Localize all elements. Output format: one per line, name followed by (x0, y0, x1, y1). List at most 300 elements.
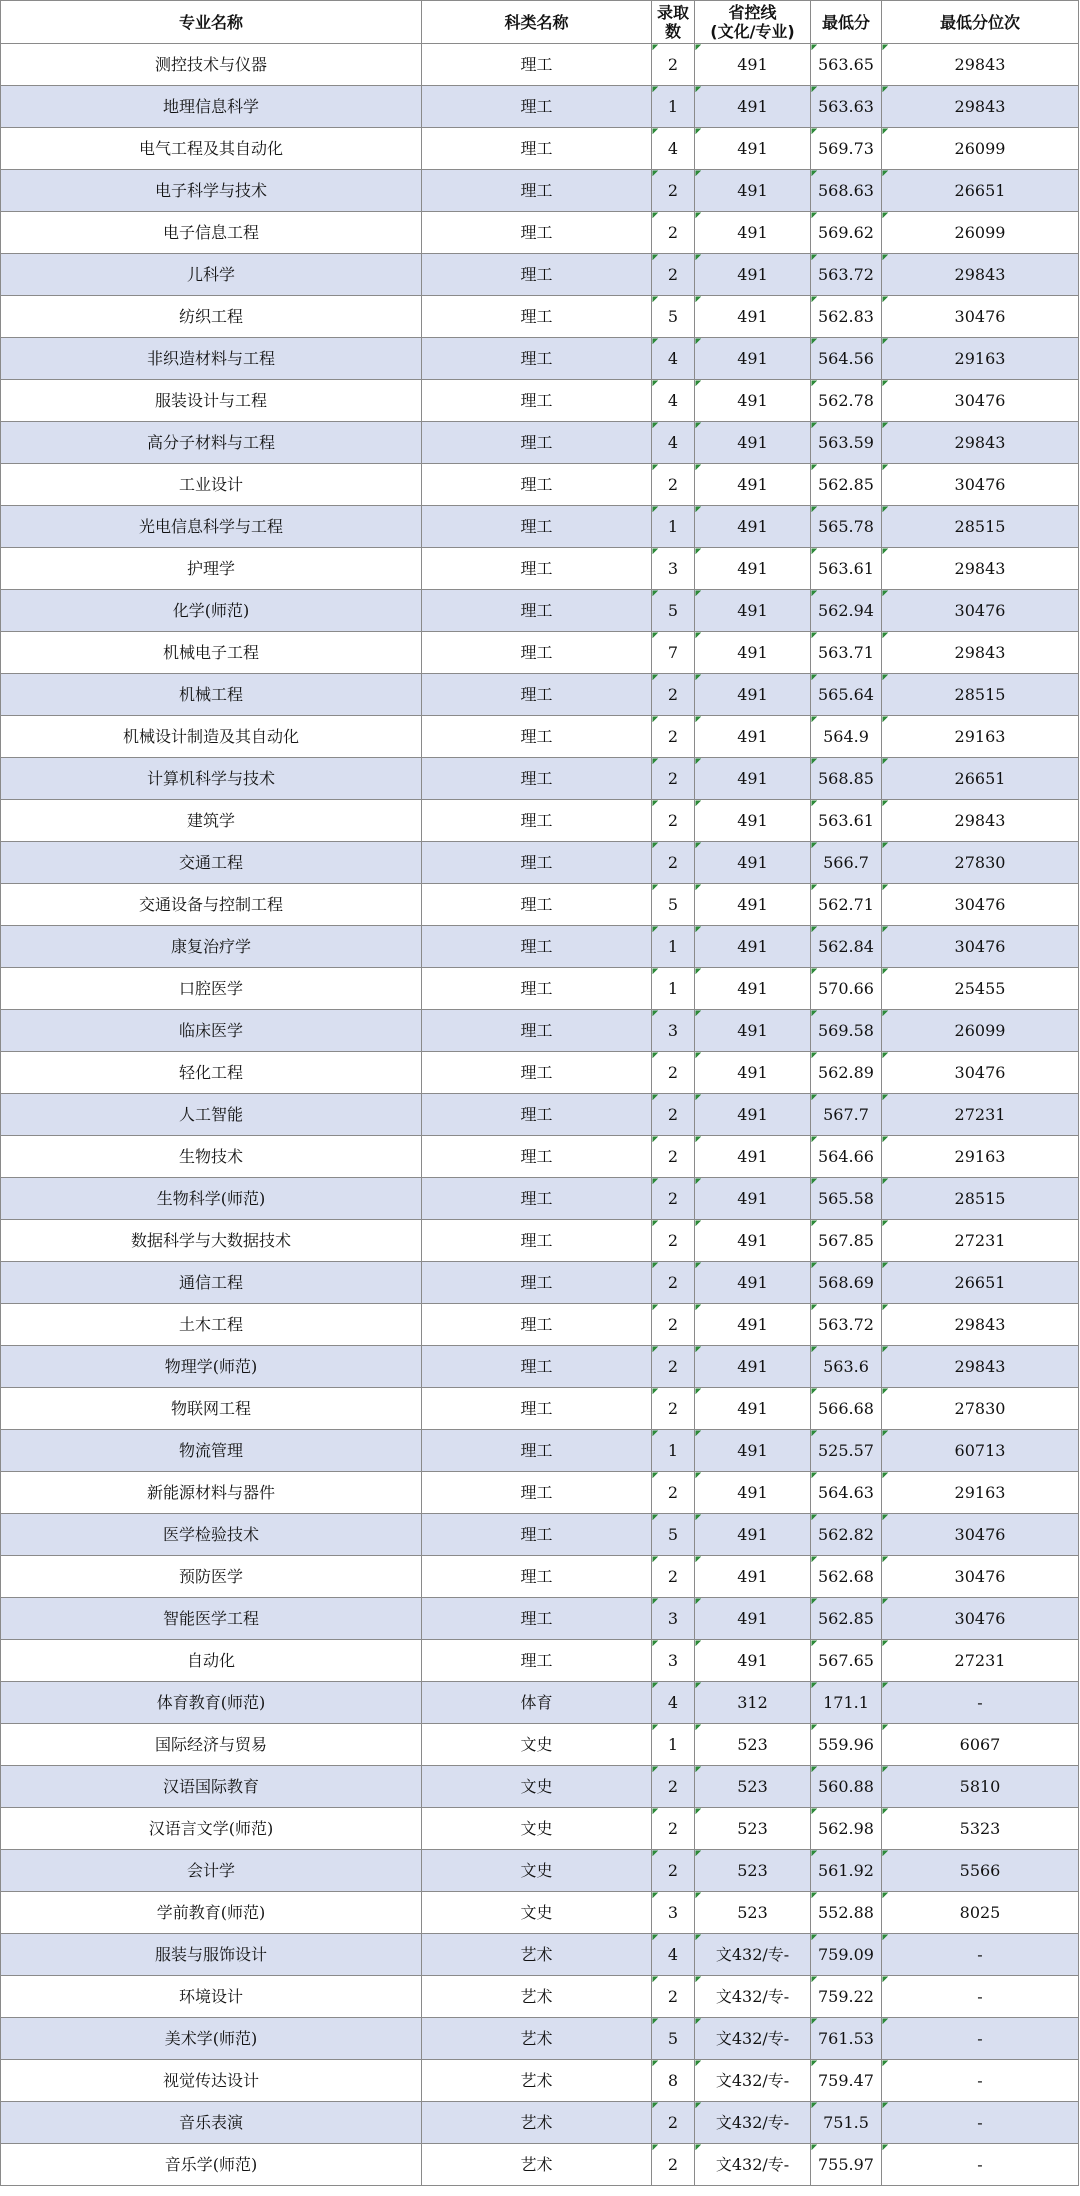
cell-category: 艺术 (422, 1976, 652, 2018)
cell-major: 汉语言文学(师范) (1, 1808, 422, 1850)
table-row[interactable] (1, 296, 1079, 338)
cell-count: 2 (652, 254, 695, 296)
cell-count: 2 (652, 2144, 695, 2186)
cell-major: 国际经济与贸易 (1, 1724, 422, 1766)
cell-min-score: 562.85 (811, 464, 882, 506)
cell-count: 2 (652, 212, 695, 254)
table-row[interactable] (1, 1934, 1079, 1976)
cell-major: 地理信息科学 (1, 86, 422, 128)
cell-major: 人工智能 (1, 1094, 422, 1136)
cell-min-score: 566.68 (811, 1388, 882, 1430)
cell-control-line: 491 (695, 884, 811, 926)
cell-major: 机械工程 (1, 674, 422, 716)
cell-count: 1 (652, 1724, 695, 1766)
cell-category: 理工 (422, 590, 652, 632)
cell-count: 7 (652, 632, 695, 674)
cell-control-line: 312 (695, 1682, 811, 1724)
cell-count: 2 (652, 1094, 695, 1136)
cell-control-line: 491 (695, 590, 811, 632)
cell-control-line: 491 (695, 1430, 811, 1472)
cell-min-score: 568.85 (811, 758, 882, 800)
cell-min-rank: 29163 (882, 1472, 1079, 1514)
cell-count: 4 (652, 338, 695, 380)
header-count-text: 录取 数 (656, 3, 689, 41)
cell-count: 2 (652, 1976, 695, 2018)
cell-category: 艺术 (422, 2102, 652, 2144)
cell-count: 2 (652, 1472, 695, 1514)
cell-min-rank: 26099 (882, 128, 1079, 170)
cell-control-line: 491 (695, 338, 811, 380)
cell-min-rank: - (882, 2144, 1079, 2186)
cell-count: 2 (652, 1304, 695, 1346)
cell-control-line: 491 (695, 296, 811, 338)
table-row[interactable] (1, 1976, 1079, 2018)
cell-control-line: 491 (695, 1178, 811, 1220)
cell-min-rank: 26651 (882, 170, 1079, 212)
cell-category: 理工 (422, 44, 652, 86)
cell-control-line: 491 (695, 1514, 811, 1556)
cell-category: 理工 (422, 1010, 652, 1052)
cell-min-rank: - (882, 2018, 1079, 2060)
cell-major: 会计学 (1, 1850, 422, 1892)
cell-min-rank: - (882, 2102, 1079, 2144)
cell-min-score: 560.88 (811, 1766, 882, 1808)
cell-major: 纺织工程 (1, 296, 422, 338)
cell-control-line: 文432/专- (695, 2144, 811, 2186)
cell-count: 2 (652, 674, 695, 716)
cell-count: 2 (652, 1766, 695, 1808)
cell-control-line: 491 (695, 716, 811, 758)
cell-control-line: 491 (695, 1010, 811, 1052)
cell-major: 高分子材料与工程 (1, 422, 422, 464)
cell-major: 光电信息科学与工程 (1, 506, 422, 548)
cell-min-rank: 5323 (882, 1808, 1079, 1850)
cell-category: 理工 (422, 1556, 652, 1598)
table-row[interactable] (1, 1430, 1079, 1472)
cell-category: 艺术 (422, 2018, 652, 2060)
cell-count: 2 (652, 44, 695, 86)
cell-major: 轻化工程 (1, 1052, 422, 1094)
cell-control-line: 491 (695, 1640, 811, 1682)
cell-major: 音乐表演 (1, 2102, 422, 2144)
cell-count: 2 (652, 1052, 695, 1094)
table-row[interactable] (1, 1682, 1079, 1724)
cell-control-line: 491 (695, 842, 811, 884)
cell-min-rank: 30476 (882, 1598, 1079, 1640)
cell-control-line: 文432/专- (695, 2060, 811, 2102)
table-row[interactable] (1, 2060, 1079, 2102)
cell-min-score: 562.98 (811, 1808, 882, 1850)
cell-count: 2 (652, 716, 695, 758)
cell-category: 艺术 (422, 1934, 652, 1976)
table-row[interactable] (1, 758, 1079, 800)
cell-count: 2 (652, 1808, 695, 1850)
cell-control-line: 491 (695, 800, 811, 842)
cell-category: 理工 (422, 128, 652, 170)
cell-control-line: 491 (695, 128, 811, 170)
cell-count: 2 (652, 1388, 695, 1430)
cell-count: 4 (652, 128, 695, 170)
cell-category: 理工 (422, 1472, 652, 1514)
cell-category: 理工 (422, 1388, 652, 1430)
cell-min-rank: - (882, 1682, 1079, 1724)
cell-min-score: 565.64 (811, 674, 882, 716)
cell-min-score: 563.72 (811, 254, 882, 296)
cell-min-score: 759.09 (811, 1934, 882, 1976)
cell-min-score: 759.22 (811, 1976, 882, 2018)
cell-min-rank: 26651 (882, 1262, 1079, 1304)
cell-min-score: 569.62 (811, 212, 882, 254)
cell-min-rank: 30476 (882, 926, 1079, 968)
cell-category: 文史 (422, 1892, 652, 1934)
cell-control-line: 491 (695, 1052, 811, 1094)
cell-min-score: 567.85 (811, 1220, 882, 1262)
cell-major: 临床医学 (1, 1010, 422, 1052)
cell-min-rank: 27231 (882, 1220, 1079, 1262)
cell-min-rank: 5810 (882, 1766, 1079, 1808)
cell-min-rank: 29163 (882, 338, 1079, 380)
cell-category: 理工 (422, 1640, 652, 1682)
cell-category: 理工 (422, 632, 652, 674)
cell-min-rank: 30476 (882, 1052, 1079, 1094)
cell-min-score: 569.58 (811, 1010, 882, 1052)
table-row[interactable] (1, 86, 1079, 128)
cell-category: 理工 (422, 1262, 652, 1304)
cell-min-score: 569.73 (811, 128, 882, 170)
table-row[interactable] (1, 590, 1079, 632)
cell-control-line: 文432/专- (695, 2102, 811, 2144)
cell-min-score: 761.53 (811, 2018, 882, 2060)
cell-control-line: 491 (695, 170, 811, 212)
cell-min-score: 552.88 (811, 1892, 882, 1934)
cell-major: 自动化 (1, 1640, 422, 1682)
cell-major: 汉语国际教育 (1, 1766, 422, 1808)
cell-min-score: 562.68 (811, 1556, 882, 1598)
cell-count: 2 (652, 170, 695, 212)
table-row[interactable] (1, 2102, 1079, 2144)
cell-category: 理工 (422, 1514, 652, 1556)
cell-control-line: 491 (695, 506, 811, 548)
cell-min-score: 564.66 (811, 1136, 882, 1178)
cell-control-line: 491 (695, 422, 811, 464)
cell-min-rank: 6067 (882, 1724, 1079, 1766)
table-row[interactable] (1, 506, 1079, 548)
cell-control-line: 491 (695, 548, 811, 590)
cell-control-line: 491 (695, 212, 811, 254)
cell-count: 3 (652, 1892, 695, 1934)
header-min-rank[interactable]: 最低分位次 (882, 1, 1079, 44)
cell-min-score: 564.63 (811, 1472, 882, 1514)
cell-count: 4 (652, 1682, 695, 1724)
table-row[interactable] (1, 44, 1079, 86)
cell-category: 文史 (422, 1724, 652, 1766)
cell-control-line: 491 (695, 1472, 811, 1514)
cell-count: 1 (652, 926, 695, 968)
cell-major: 康复治疗学 (1, 926, 422, 968)
header-control-line[interactable] (695, 1, 811, 44)
cell-control-line: 491 (695, 380, 811, 422)
cell-category: 理工 (422, 926, 652, 968)
cell-major: 测控技术与仪器 (1, 44, 422, 86)
cell-major: 物联网工程 (1, 1388, 422, 1430)
table-row[interactable] (1, 128, 1079, 170)
cell-control-line: 491 (695, 632, 811, 674)
cell-min-score: 570.66 (811, 968, 882, 1010)
cell-major: 服装设计与工程 (1, 380, 422, 422)
table-body (1, 44, 1079, 2186)
cell-min-score: 562.85 (811, 1598, 882, 1640)
cell-min-rank: 26099 (882, 212, 1079, 254)
cell-min-rank: - (882, 1976, 1079, 2018)
cell-count: 1 (652, 86, 695, 128)
table-row[interactable] (1, 548, 1079, 590)
table-row[interactable] (1, 800, 1079, 842)
table-row[interactable] (1, 1346, 1079, 1388)
cell-control-line: 491 (695, 1556, 811, 1598)
cell-count: 3 (652, 1010, 695, 1052)
cell-major: 口腔医学 (1, 968, 422, 1010)
cell-min-rank: 27830 (882, 842, 1079, 884)
cell-category: 理工 (422, 1430, 652, 1472)
cell-control-line: 491 (695, 1136, 811, 1178)
cell-count: 2 (652, 2102, 695, 2144)
cell-min-rank: 29163 (882, 1136, 1079, 1178)
table-row[interactable] (1, 464, 1079, 506)
cell-control-line: 491 (695, 464, 811, 506)
cell-min-rank: 27231 (882, 1640, 1079, 1682)
table-row[interactable] (1, 1472, 1079, 1514)
cell-major: 物流管理 (1, 1430, 422, 1472)
cell-category: 理工 (422, 422, 652, 464)
cell-major: 儿科学 (1, 254, 422, 296)
table-row[interactable] (1, 1598, 1079, 1640)
cell-control-line: 491 (695, 44, 811, 86)
cell-min-rank: 30476 (882, 464, 1079, 506)
cell-control-line: 491 (695, 1094, 811, 1136)
table-row[interactable] (1, 1262, 1079, 1304)
table-row[interactable] (1, 1766, 1079, 1808)
header-count[interactable] (652, 1, 695, 44)
cell-category: 理工 (422, 296, 652, 338)
header-category[interactable]: 科类名称 (422, 1, 652, 44)
table-row[interactable] (1, 1892, 1079, 1934)
cell-min-score: 562.83 (811, 296, 882, 338)
cell-control-line: 491 (695, 926, 811, 968)
cell-category: 理工 (422, 842, 652, 884)
cell-major: 电子科学与技术 (1, 170, 422, 212)
table-row[interactable] (1, 1556, 1079, 1598)
cell-min-score: 171.1 (811, 1682, 882, 1724)
cell-category: 理工 (422, 464, 652, 506)
cell-min-score: 563.72 (811, 1304, 882, 1346)
cell-category: 理工 (422, 254, 652, 296)
table-row[interactable] (1, 1136, 1079, 1178)
cell-category: 理工 (422, 716, 652, 758)
cell-min-rank: 27231 (882, 1094, 1079, 1136)
cell-min-rank: 29843 (882, 800, 1079, 842)
cell-category: 理工 (422, 968, 652, 1010)
cell-category: 理工 (422, 1052, 652, 1094)
cell-count: 5 (652, 884, 695, 926)
cell-min-score: 563.61 (811, 548, 882, 590)
cell-category: 文史 (422, 1808, 652, 1850)
cell-min-score: 562.78 (811, 380, 882, 422)
cell-count: 2 (652, 1346, 695, 1388)
cell-count: 1 (652, 968, 695, 1010)
cell-count: 2 (652, 1136, 695, 1178)
table-row[interactable] (1, 338, 1079, 380)
table-row[interactable] (1, 926, 1079, 968)
cell-min-score: 565.78 (811, 506, 882, 548)
cell-category: 理工 (422, 1178, 652, 1220)
cell-major: 医学检验技术 (1, 1514, 422, 1556)
header-min-score[interactable]: 最低分 (811, 1, 882, 44)
cell-count: 5 (652, 296, 695, 338)
cell-min-score: 563.63 (811, 86, 882, 128)
cell-category: 理工 (422, 170, 652, 212)
cell-min-rank: 5566 (882, 1850, 1079, 1892)
cell-major: 环境设计 (1, 1976, 422, 2018)
cell-min-rank: 29843 (882, 86, 1079, 128)
cell-control-line: 491 (695, 1262, 811, 1304)
cell-category: 理工 (422, 1094, 652, 1136)
cell-major: 计算机科学与技术 (1, 758, 422, 800)
table-row[interactable] (1, 884, 1079, 926)
cell-category: 理工 (422, 1136, 652, 1178)
cell-category: 理工 (422, 1346, 652, 1388)
cell-min-score: 565.58 (811, 1178, 882, 1220)
cell-control-line: 491 (695, 968, 811, 1010)
table-row[interactable] (1, 2144, 1079, 2186)
table-row[interactable] (1, 212, 1079, 254)
cell-min-rank: 29843 (882, 1304, 1079, 1346)
table-row[interactable] (1, 632, 1079, 674)
cell-min-rank: 28515 (882, 506, 1079, 548)
cell-min-score: 564.56 (811, 338, 882, 380)
table-header-row (1, 1, 1079, 44)
table-row[interactable] (1, 1304, 1079, 1346)
header-line-text: 省控线 (文化/专业) (710, 3, 795, 41)
cell-min-rank: 29843 (882, 44, 1079, 86)
cell-control-line: 491 (695, 86, 811, 128)
cell-min-score: 562.82 (811, 1514, 882, 1556)
cell-major: 机械设计制造及其自动化 (1, 716, 422, 758)
table-row[interactable] (1, 1388, 1079, 1430)
cell-control-line: 491 (695, 758, 811, 800)
table-row[interactable] (1, 422, 1079, 464)
cell-major: 通信工程 (1, 1262, 422, 1304)
cell-control-line: 523 (695, 1808, 811, 1850)
table-row[interactable] (1, 1094, 1079, 1136)
cell-major: 机械电子工程 (1, 632, 422, 674)
table-row[interactable] (1, 674, 1079, 716)
cell-count: 1 (652, 506, 695, 548)
cell-category: 理工 (422, 884, 652, 926)
cell-min-rank: 26099 (882, 1010, 1079, 1052)
cell-category: 理工 (422, 86, 652, 128)
cell-category: 理工 (422, 548, 652, 590)
table-row[interactable] (1, 968, 1079, 1010)
cell-count: 4 (652, 380, 695, 422)
cell-major: 护理学 (1, 548, 422, 590)
cell-min-score: 563.59 (811, 422, 882, 464)
cell-min-score: 564.9 (811, 716, 882, 758)
table-row[interactable] (1, 2018, 1079, 2060)
cell-min-rank: 29843 (882, 422, 1079, 464)
cell-min-rank: 28515 (882, 674, 1079, 716)
cell-min-rank: - (882, 1934, 1079, 1976)
table-row[interactable] (1, 254, 1079, 296)
cell-min-rank: 28515 (882, 1178, 1079, 1220)
cell-category: 理工 (422, 338, 652, 380)
header-major[interactable]: 专业名称 (1, 1, 422, 44)
cell-category: 文史 (422, 1766, 652, 1808)
cell-major: 电子信息工程 (1, 212, 422, 254)
cell-major: 新能源材料与器件 (1, 1472, 422, 1514)
cell-category: 理工 (422, 800, 652, 842)
cell-min-score: 559.96 (811, 1724, 882, 1766)
table-row[interactable] (1, 1724, 1079, 1766)
cell-min-rank: 30476 (882, 1514, 1079, 1556)
table-row[interactable] (1, 1220, 1079, 1262)
table-row[interactable] (1, 380, 1079, 422)
cell-min-score: 562.94 (811, 590, 882, 632)
cell-count: 4 (652, 422, 695, 464)
table-row[interactable] (1, 170, 1079, 212)
cell-control-line: 523 (695, 1892, 811, 1934)
cell-category: 艺术 (422, 2060, 652, 2102)
table-row[interactable] (1, 842, 1079, 884)
cell-category: 体育 (422, 1682, 652, 1724)
cell-category: 理工 (422, 212, 652, 254)
cell-major: 土木工程 (1, 1304, 422, 1346)
cell-control-line: 491 (695, 1346, 811, 1388)
cell-count: 3 (652, 1598, 695, 1640)
cell-min-score: 751.5 (811, 2102, 882, 2144)
cell-control-line: 491 (695, 1304, 811, 1346)
cell-min-score: 561.92 (811, 1850, 882, 1892)
cell-major: 数据科学与大数据技术 (1, 1220, 422, 1262)
table-row[interactable] (1, 1052, 1079, 1094)
cell-major: 预防医学 (1, 1556, 422, 1598)
cell-control-line: 523 (695, 1766, 811, 1808)
table-row[interactable] (1, 1010, 1079, 1052)
cell-count: 2 (652, 1262, 695, 1304)
cell-count: 5 (652, 1514, 695, 1556)
cell-category: 理工 (422, 1598, 652, 1640)
cell-major: 非织造材料与工程 (1, 338, 422, 380)
table-row[interactable] (1, 1178, 1079, 1220)
cell-count: 5 (652, 590, 695, 632)
table-row[interactable] (1, 1640, 1079, 1682)
cell-major: 工业设计 (1, 464, 422, 506)
table-row[interactable] (1, 1850, 1079, 1892)
table-row[interactable] (1, 1514, 1079, 1556)
cell-min-score: 567.7 (811, 1094, 882, 1136)
cell-major: 智能医学工程 (1, 1598, 422, 1640)
table-row[interactable] (1, 716, 1079, 758)
cell-count: 2 (652, 464, 695, 506)
cell-min-rank: 26651 (882, 758, 1079, 800)
cell-min-rank: 30476 (882, 296, 1079, 338)
cell-min-rank: 30476 (882, 1556, 1079, 1598)
cell-major: 美术学(师范) (1, 2018, 422, 2060)
cell-control-line: 491 (695, 674, 811, 716)
cell-min-score: 525.57 (811, 1430, 882, 1472)
cell-min-score: 563.71 (811, 632, 882, 674)
table-row[interactable] (1, 1808, 1079, 1850)
cell-control-line: 491 (695, 254, 811, 296)
